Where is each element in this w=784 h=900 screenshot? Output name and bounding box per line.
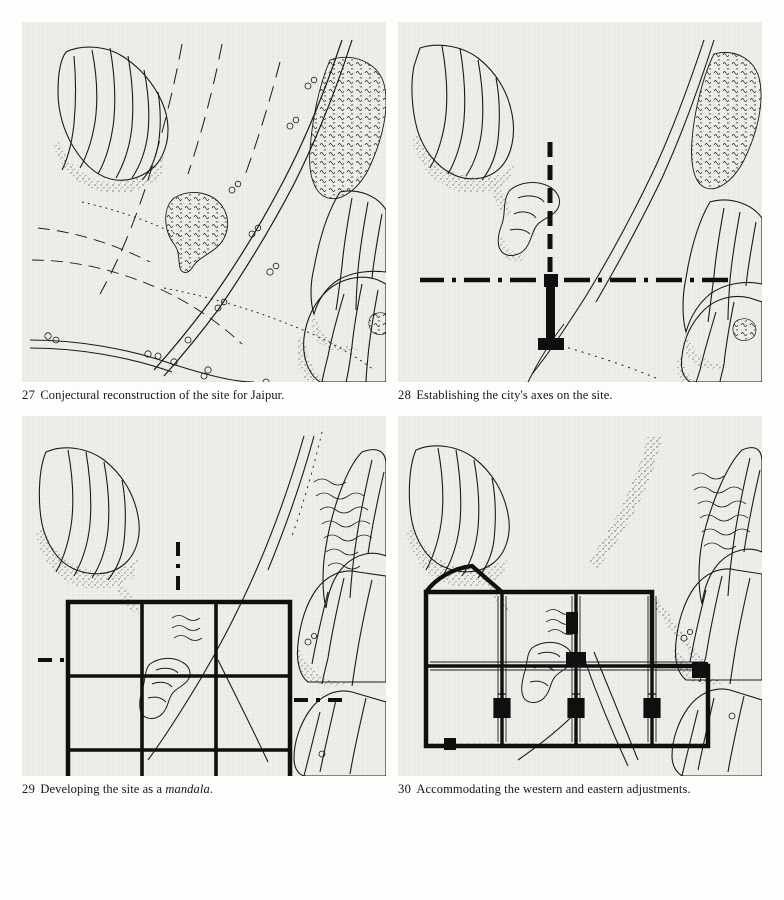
figure-28-caption: [398, 388, 762, 404]
figure-29-number: 29: [22, 782, 36, 796]
figure-30: [398, 416, 762, 796]
figure-29-caption-part-3: .: [209, 782, 214, 796]
figure-27: [22, 22, 386, 402]
figure-27-caption-text: Conjectural reconstruction of the site for Jaipur.: [40, 388, 285, 402]
figure-29-caption-part-1: Developing the site as a: [40, 782, 166, 796]
figure-30-caption-text: Accommodating the western and eastern adjustments.: [416, 782, 691, 796]
figure-29-caption-italic: mandala: [165, 782, 210, 796]
figure-27-caption: [22, 388, 386, 404]
figure-29-caption: [22, 782, 386, 798]
figure-28-number: 28: [398, 388, 412, 402]
figure-29: [22, 416, 386, 796]
figure-30-number: 30: [398, 782, 412, 796]
figure-28-caption-text: Establishing the city's axes on the site.: [416, 388, 613, 402]
figure-27-number: 27: [22, 388, 36, 402]
figure-29-plate: [22, 416, 386, 776]
figure-grid: [22, 22, 762, 872]
figure-28: [398, 22, 762, 402]
figure-30-plate: [398, 416, 762, 776]
figure-30-caption: [398, 782, 762, 798]
figure-28-plate: [398, 22, 762, 382]
figure-27-plate: [22, 22, 386, 382]
